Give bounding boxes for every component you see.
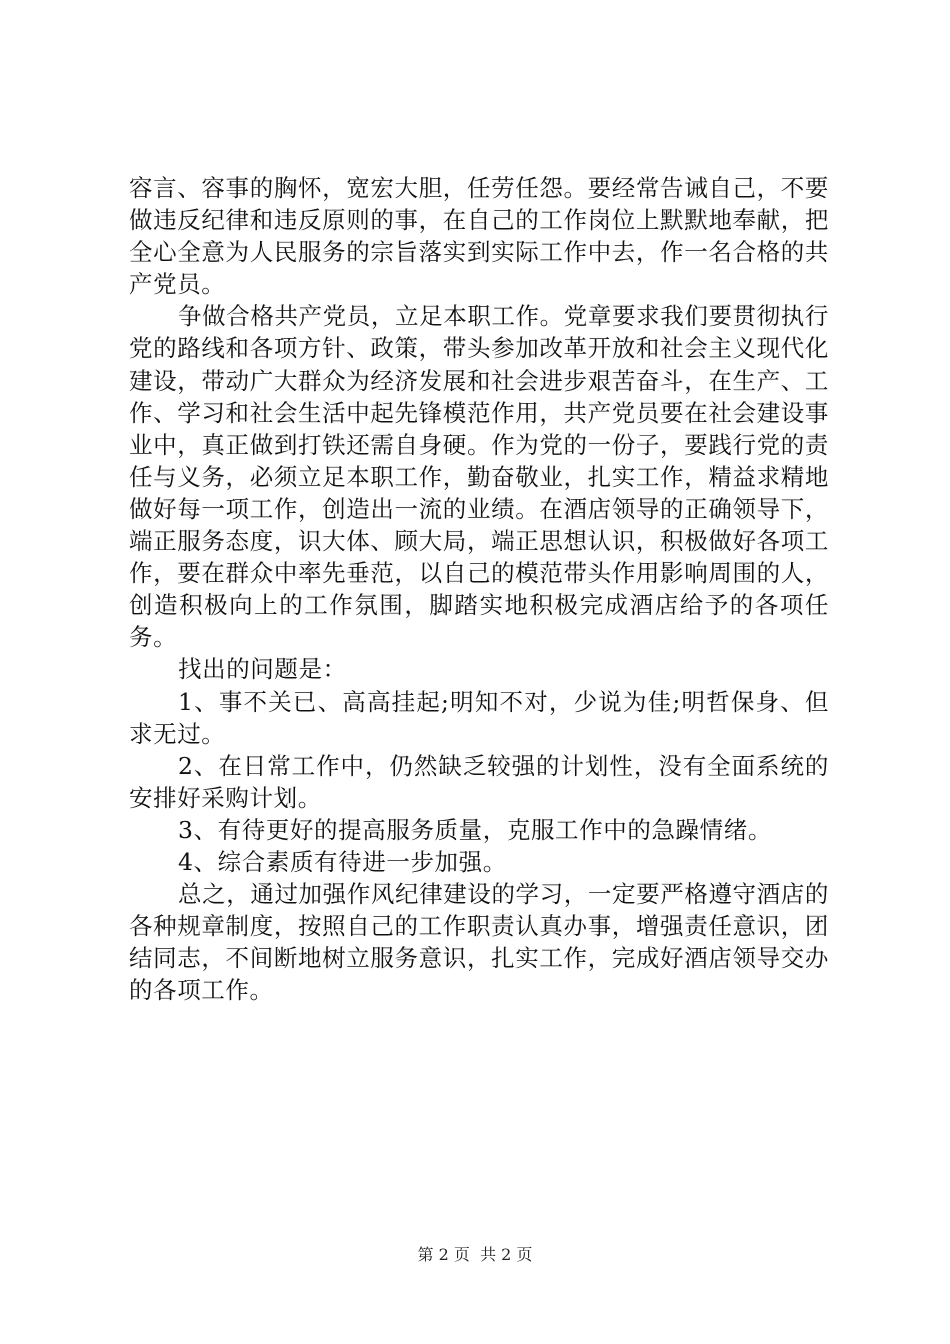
paragraph-2: 争做合格共产党员，立足本职工作。党章要求我们要贯彻执行党的路线和各项方针、政策，带头参加改革开放和社会主义现代化建设，带动广大群众为经济发展和社会进步艰苦奋斗，在生产、工作、学习和社会生活中起先锋模范作用，共产党员要在社会建设事业中，真正做到打铁还需自身硬。作为党的一份子，要践行党的责任与义务，必须立足本职工作，勤奋敬业，扎实工作，精益求精地做好每一项工作，创造出一流的业绩。在酒店领导的正确领导下，端正服务态度，识大体、顾大局，端正思想认识，积极做好各项工作，要在群众中率先垂范，以自己的模范带头作用影响周围的人，创造积极向上的工作氛围，脚踏实地积极完成酒店给予的各项任务。 [129, 302, 829, 652]
paragraph-1: 容言、容事的胸怀，宽宏大胆，任劳任怨。要经常告诫自己，不要做违反纪律和违反原则的事，在自己的工作岗位上默默地奉献，把全心全意为人民服务的宗旨落实到实际工作中去，作一名合格的共产党员。 [129, 174, 829, 299]
list-item-1: 1、事不关已、高高挂起;明知不对，少说为佳;明哲保身、但求无过。 [129, 687, 829, 748]
list-item-4: 4、综合素质有待进一步加强。 [178, 847, 507, 876]
paragraph-3: 找出的问题是： [178, 655, 347, 684]
list-item-2: 2、在日常工作中，仍然缺乏较强的计划性，没有全面系统的安排好采购计划。 [129, 751, 829, 812]
paragraph-conclusion: 总之，通过加强作风纪律建设的学习，一定要严格遵守酒店的各种规章制度，按照自己的工作职责认真办事，增强责任意识，团结同志，不间断地树立服务意识，扎实工作，完成好酒店领导交办的各项工作。 [129, 880, 829, 1005]
document-body [129, 172, 829, 1006]
list-item-3: 3、有待更好的提高服务质量，克服工作中的急躁情绪。 [178, 815, 772, 844]
page-number: 第 2 页 共 2 页 [417, 1245, 533, 1264]
